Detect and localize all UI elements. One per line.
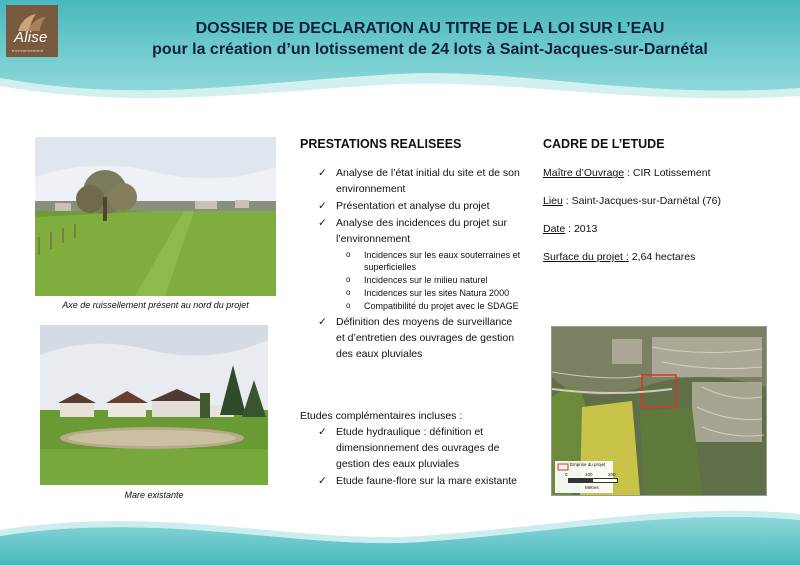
map-legend-label: Emprise du projet [570, 462, 606, 467]
existing-pond-photo [40, 325, 268, 485]
prestation-item: ✓ Définition des moyens de surveillance et d’entretien des ouvrages de gestion des eaux pluviales [318, 316, 515, 360]
page-title [80, 20, 780, 59]
checkmark-icon: ✓ [318, 316, 327, 328]
prestations-list [318, 165, 523, 363]
surface-field: Surface du projet : 2,64 hectares [543, 251, 696, 263]
etude-item: ✓ Etude faune-flore sur la mare existante [318, 475, 517, 487]
incidences-sublist [344, 249, 523, 312]
prestation-item: ✓ Analyse des incidences du projet sur l’environnement o Incidences sur les eaux souterraines et superficielles o Incidences sur le milieu naturel o Incidences sur les sites Natura 2000 o Compatibilité du projet avec le SDAGE [318, 215, 523, 312]
checkmark-icon: ✓ [318, 475, 327, 487]
footer-wave-band [0, 500, 800, 565]
circle-bullet-icon: o [346, 250, 351, 259]
cadre-heading: CADRE DE L’ETUDE [543, 137, 665, 151]
map-scale-tick: 200 [608, 472, 616, 477]
lieu-field: Lieu : Saint-Jacques-sur-Darnétal (76) [543, 195, 722, 207]
sub-item: o Incidences sur les eaux souterraines et superficielles [346, 250, 521, 272]
sub-item: o Incidences sur les sites Natura 2000 [346, 288, 510, 298]
bottom-photo-caption: Mare existante [124, 490, 184, 500]
site-location-map [551, 326, 767, 496]
sub-item: o Compatibilité du projet avec le SDAGE [346, 301, 519, 311]
etudes-heading: Etudes complémentaires incluses : [300, 410, 463, 422]
checkmark-icon: ✓ [318, 200, 327, 212]
runoff-axis-photo [35, 137, 276, 296]
title-line-2: pour la création d’un lotissement de 24 lots à Saint-Jacques-sur-Darnétal [152, 41, 708, 58]
prestation-item: ✓ Analyse de l’état initial du site et de son environnement [318, 167, 520, 195]
circle-bullet-icon: o [346, 275, 351, 284]
prestations-heading: PRESTATIONS REALISEES [300, 137, 462, 151]
etudes-list [318, 424, 523, 490]
prestation-item: ✓ Présentation et analyse du projet [318, 200, 490, 212]
logo-text: Alise [14, 29, 48, 46]
logo-subtext: environnement [12, 48, 44, 53]
circle-bullet-icon: o [346, 301, 351, 310]
company-logo [6, 5, 58, 57]
maitre-ouvrage-field: Maître d’Ouvrage : CIR Lotissement [543, 167, 711, 179]
map-scale-tick: 100 [585, 472, 593, 477]
title-line-1: DOSSIER DE DECLARATION AU TITRE DE LA LOI SUR L’EAU [195, 20, 665, 37]
map-scale-bar [568, 478, 618, 483]
map-scale-unit: Mètres [585, 485, 599, 490]
checkmark-icon: ✓ [318, 167, 327, 179]
date-field: Date : 2013 [543, 223, 598, 235]
map-scale-tick: 0 [565, 472, 568, 477]
circle-bullet-icon: o [346, 288, 351, 297]
checkmark-icon: ✓ [318, 217, 327, 229]
checkmark-icon: ✓ [318, 426, 327, 438]
sub-item: o Incidences sur le milieu naturel [346, 275, 488, 285]
etude-item: ✓ Etude hydraulique : définition et dimensionnement des ouvrages de gestion des eaux pluviales [318, 426, 500, 470]
top-photo-caption: Axe de ruissellement présent au nord du projet [62, 300, 249, 310]
